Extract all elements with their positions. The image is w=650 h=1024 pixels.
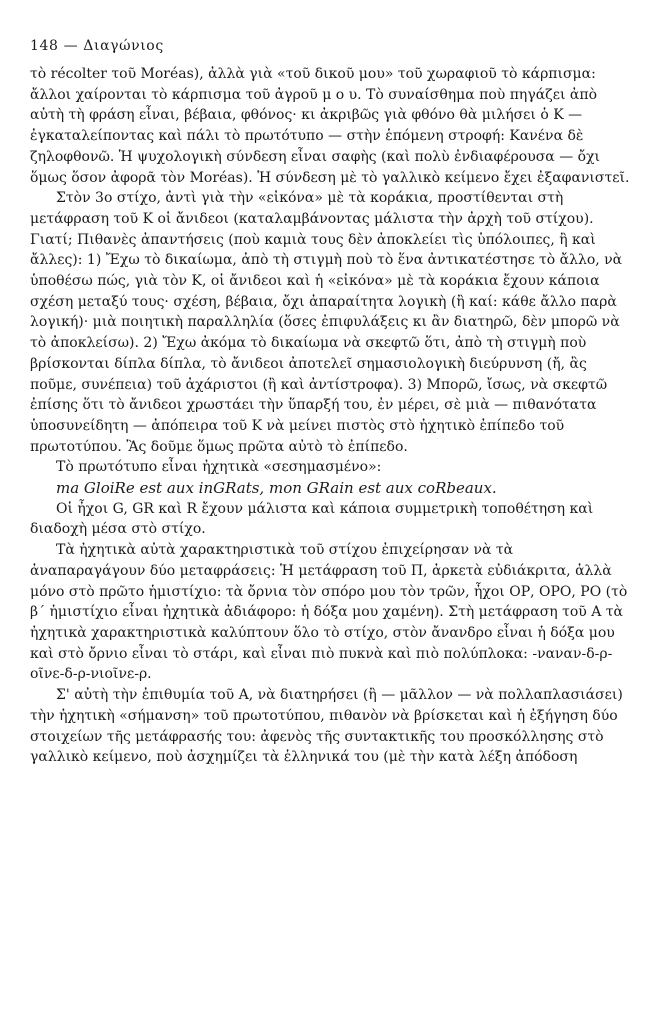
header-separator: — [63, 38, 79, 54]
paragraph-4: Οἱ ἦχοι G, GR καὶ R ἔχουν μάλιστα καὶ κάποια συμμετρικὴ τοποθέτηση καὶ διαδοχὴ μέσα στὸ στίχο. [30, 500, 594, 538]
paragraph-2: Στὸν 3ο στίχο, ἀντὶ γιὰ τὴν «εἰκόνα» μὲ τὰ κοράκια, προστίθενται στὴ μετάφραση τοῦ Κ οἱ ἄνιδεοι (καταλαμβάνοντας μάλιστα τὴν ἀρχὴ τοῦ στίχου). Γιατί; Πιθανὲς ἀπαντήσεις (ποὺ καμιὰ τους δὲν ἀποκλείει τὶς ὑπόλοιπες, ἢ καὶ ἄλλες): 1) Ἔχω τὸ δικαίωμα, ἀπὸ τὴ στιγμὴ ποὺ τὸ ἕνα ἀντικατέστησε τὸ ἄλλο, νὰ ὑποθέσω πώς, γιὰ τὸν Κ, οἱ ἄνιδεοι καὶ ἡ «εἰκόνα» μὲ τὰ κοράκια ἔχουν κάποια σχέση μεταξύ τους· σχέση, βέβαια, ὄχι ἀπαραίτητα λογικὴ (ἢ καί: κάθε ἄλλο παρὰ λογική)· μιὰ ποιητικὴ παραλληλία (ὅσες ἐπιφυλάξεις κι ἂν διατηρῶ, δὲν μπορῶ νὰ τὸ ἀποκλείσω). 2) Ἔχω ἀκόμα τὸ δικαίωμα νὰ σκεφτῶ ὅτι, ἀπὸ τὴ στιγμὴ ποὺ βρίσκονται δίπλα δίπλα, τὸ ἄνιδεοι ἀποτελεῖ σημασιολογικὴ διεύρυνση (ἤ, ἂς ποῦμε, συνέπεια) τοῦ ἀχάριστοι (ἢ καὶ ἀντίστροφα). 3) Μπορῶ, ἴσως, νὰ σκεφτῶ ἐπίσης ὅτι τὸ ἄνιδεοι χρωστάει τὴν ὕπαρξή του, ἐν μέρει, σὲ μιὰ — πιθανότατα ὑποσυνείδητη — ἀπόπειρα τοῦ Κ νὰ μείνει πιστὸς στὸ ἠχητικὸ ἐπίπεδο τοῦ πρωτοτύπου. Ἂς δοῦμε ὅμως πρῶτα αὐτὸ τὸ ἐπίπεδο. [30, 190, 623, 455]
page-number: 148 [30, 38, 59, 54]
body-text [30, 64, 630, 768]
paragraph-3: Τὸ πρωτότυπο εἶναι ἠχητικὰ «σεσημασμένο»: [56, 459, 382, 476]
paragraph-6: Σ' αὐτὴ τὴν ἐπιθυμία τοῦ Α, νὰ διατηρήσει (ἢ — μᾶλλον — νὰ πολλαπλασιάσει) τὴν ἠχητικὴ «σήμανση» τοῦ πρωτοτύπου, πιθανὸν νὰ βρίσκεται καὶ ἡ ἐξήγηση δύο στοιχείων τῆς μετάφρασής του: ἀφενὸς τῆς συντακτικῆς του προσκόλλησης στὸ γαλλικὸ κείμενο, ποὺ ἀσχημίζει τὰ ἑλληνικά του (μὲ τὴν κατὰ λέξη ἀπόδοση [30, 687, 623, 766]
paragraph-1: τὸ récolter τοῦ Moréas), ἀλλὰ γιὰ «τοῦ δικοῦ μου» τοῦ χωραφιοῦ τὸ κάρπισμα: ἄλλοι χαίρονται τὸ κάρπισμα τοῦ ἀγροῦ μ ο υ. Τὸ συναίσθημα ποὺ πηγάζει ἀπὸ αὐτὴ τὴ φράση εἶναι, βέβαια, φθόνος· κι ἀκριβῶς γιὰ φθόνο θὰ μιλήσει ὁ Κ — ἐγκαταλείποντας καὶ πάλι τὸ πρωτότυπο — στὴν ἑπόμενη στροφή: Κανένα δὲ ζηλοφθονῶ. Ἡ ψυχολογικὴ σύνδεση εἶναι σαφὴς (καὶ πολὺ ἐνδιαφέρουσα — ὄχι ὅμως ὅσον ἀφορᾶ τὸν Moréas). Ἡ σύνδεση μὲ τὸ γαλλικὸ κείμενο ἔχει ἐξαφανιστεῖ. [30, 66, 630, 186]
running-title: Διαγώνιος [83, 38, 164, 54]
quoted-french-verse: ma GloiRe est aux inGRats, mon GRain est aux coRbeaux. [56, 479, 497, 498]
paragraph-5: Τὰ ἠχητικὰ αὐτὰ χαρακτηριστικὰ τοῦ στίχου ἐπιχείρησαν νὰ τὰ ἀναπαραγάγουν δύο μεταφράσεις: Ἡ μετάφραση τοῦ Π, ἀρκετὰ εὐδιάκριτα, ἀλλὰ μόνο στὸ πρῶτο ἡμιστίχιο: τὰ ὄρνια τὸν σπόρο μου τὸν τρῶν, ἦχοι ΟΡ, ΟΡΟ, ΡΟ (τὸ β΄ ἡμιστίχιο εἶναι ἠχητικὰ ἀδιάφορο: ἡ δόξα μου χαμένη). Στὴ μετάφραση τοῦ Α τὰ ἠχητικὰ χαρακτηριστικὰ καλύπτουν ὅλο τὸ στίχο, στὸν ἄνανδρο εἶναι ἡ δόξα μου καὶ στὸ ὄρνιο εἶναι τὸ στάρι, καὶ εἶναι πιὸ πυκνὰ καὶ πιὸ πολύπλοκα: -ναναν-δ-ρ-οῖνε-δ-ρ-νιοῖνε-ρ. [30, 542, 628, 683]
running-header [30, 38, 164, 54]
